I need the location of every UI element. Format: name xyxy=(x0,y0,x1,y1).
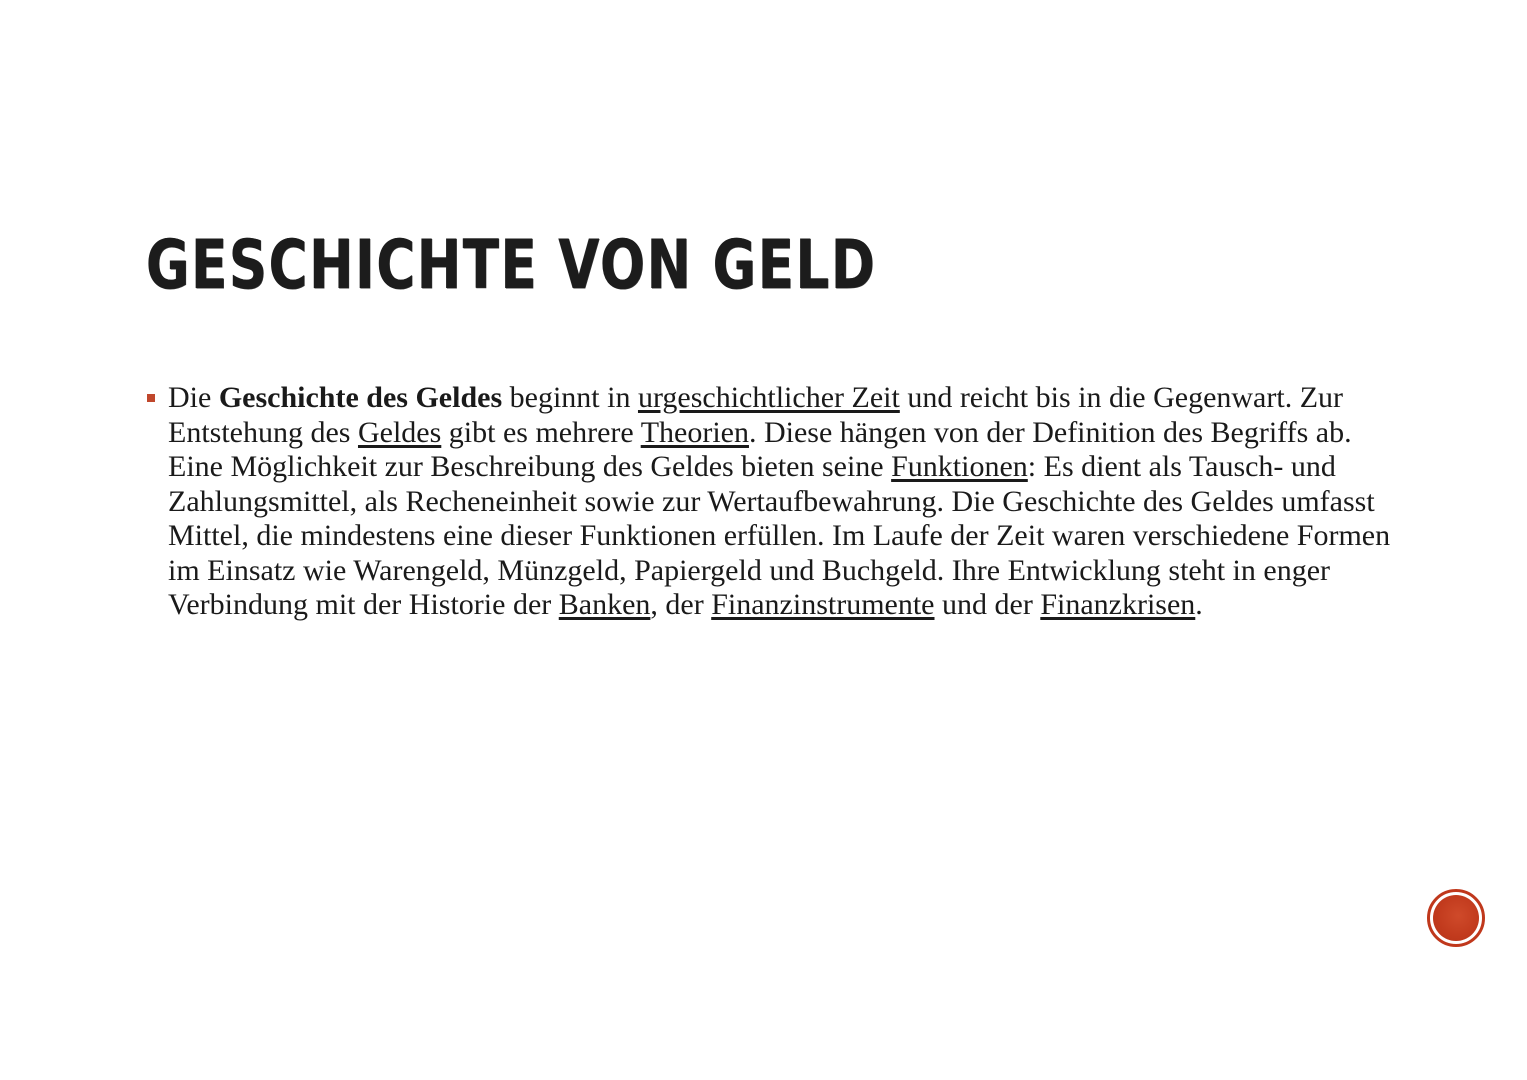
slide-title: GESCHICHTE VON GELD xyxy=(146,226,877,305)
text-segment: gibt es mehrere xyxy=(441,415,641,449)
link-finanzinstrumente[interactable]: Finanzinstrumente xyxy=(711,588,935,621)
text-segment: beginnt in xyxy=(502,381,638,414)
link-urgeschichtlicher-zeit[interactable]: urgeschichtlicher Zeit xyxy=(637,381,900,414)
bullet-square-icon xyxy=(147,394,155,402)
text-segment: . xyxy=(1195,588,1203,621)
link-finanzkrisen[interactable]: Finanzkrisen xyxy=(1040,588,1196,621)
text-segment: : Es dient als Tausch- und Zahlungsmittel, als Recheneinheit sowie zur Wertaufbewahrung. Die Geschichte des Geldes umfasst Mittel, die mindestens eine dieser Funktionen erfüllen. Im Laufe der Zeit waren verschiedene Formen im Einsatz wie Warengeld, Münzgeld, Papiergeld und Buchgeld. Ihre Entwicklung steht in enger Verbindung mit der Historie der xyxy=(168,450,1391,621)
text-segment: und der xyxy=(934,588,1041,621)
bullet-list xyxy=(168,381,1393,623)
text-segment: . Diese hängen von der Definition des Begriffs ab. Eine Möglichkeit zur Beschreibung des Geldes bieten seine xyxy=(168,415,1352,483)
text-segment: , der xyxy=(650,588,712,621)
link-theorien[interactable]: Theorien xyxy=(640,415,749,449)
bold-term-geschichte-des-geldes: Geschichte des Geldes xyxy=(218,381,503,414)
text-segment: Die xyxy=(168,381,219,414)
decorative-circle-icon xyxy=(1427,889,1485,947)
text-segment: und reicht bis in die Gegenwart. Zur Entstehung des xyxy=(168,381,1344,449)
link-funktionen[interactable]: Funktionen xyxy=(891,450,1028,483)
link-banken[interactable]: Banken xyxy=(558,588,651,621)
bullet-item xyxy=(168,381,1393,623)
link-geldes[interactable]: Geldes xyxy=(357,415,442,449)
decorative-circle-fill xyxy=(1433,895,1479,941)
